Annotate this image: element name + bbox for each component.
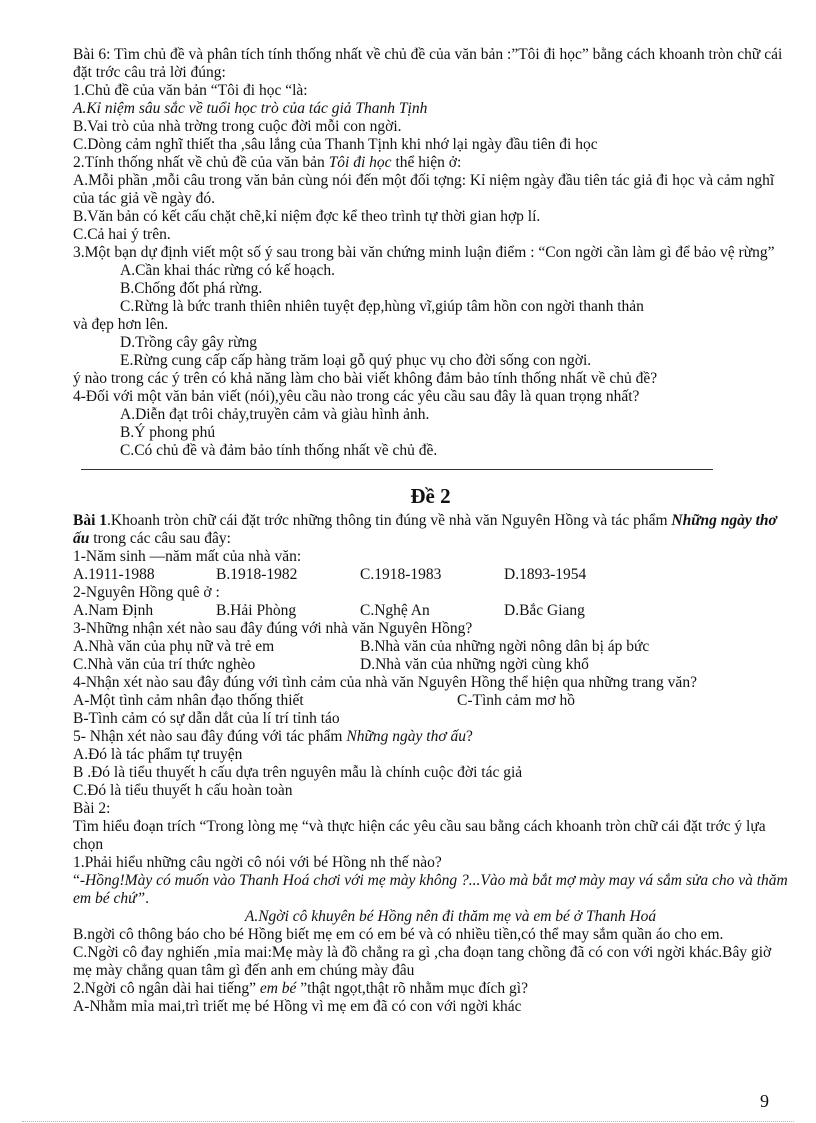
de2-q5-option-b: B .Đó là tiểu thuyết h cấu dựa trên nguyên mẫu là chính cuộc đời tác giả <box>73 764 523 781</box>
bai6-q1-option-b: B.Vai trò của nhà trờng trong cuộc đời mỗi con ngời. <box>73 118 402 135</box>
bai6-q3-option-b: B.Chống đốt phá rừng. <box>120 280 263 297</box>
de2-q3: 3-Những nhận xét nào sau đây đúng với nhà văn Nguyên Hồng? <box>73 620 473 637</box>
de2-bai2-q1-option-a: A.Ngời cô khuyên bé Hồng nên đi thăm mẹ và em bé ở Thanh Hoá <box>244 908 657 925</box>
bai6-q4-option-a: A.Diễn đạt trôi chảy,truyền cảm và giàu hình ảnh. <box>120 406 430 423</box>
option: A.Nam Định <box>73 602 154 619</box>
bai6-q3-option-c: C.Rừng là bức tranh thiên nhiên tuyệt đẹp,hùng vĩ,giúp tâm hồn con ngời thanh thản <box>120 298 644 315</box>
emphasis: em bé <box>259 980 297 997</box>
option: D.1893-1954 <box>504 566 587 583</box>
section-divider <box>81 469 713 470</box>
de2-bai2-q2-option-a: A-Nhằm mỉa mai,trì triết mẹ bé Hồng vì mẹ em đã có con với ngời khác <box>73 998 522 1015</box>
bai6-q2: 2.Tính thống nhất về chủ đề của văn bản Tôi đi học thể hiện ở: <box>73 154 462 171</box>
option: C-Tình cảm mơ hồ <box>457 692 575 709</box>
bai1-label: Bài 1 <box>73 512 108 529</box>
bai6-intro: Bài 6: Tìm chủ đề và phân tích tính thống nhất về chủ đề của văn bản :”Tôi đi học” bằng cách khoanh tròn chữ cái đặt trớc câu trả lời đúng: <box>73 46 783 81</box>
de2-q4-option-b: B-Tình cảm có sự dẫn dắt của lí trí tỉnh táo <box>73 710 340 727</box>
option: A-Một tình cảm nhân đạo thống thiết <box>73 692 304 709</box>
bai6-q4-option-c: C.Có chủ đề và đảm bảo tính thống nhất về chủ đề. <box>120 442 438 459</box>
de2-q3-options-ab <box>73 638 788 656</box>
option: C.Nhà văn của trí thức nghèo <box>73 656 256 673</box>
de2-bai1-intro: Bài 1.Khoanh tròn chữ cái đặt trớc những thông tin đúng về nhà văn Nguyên Hồng và tác phẩm Những ngày thơ ấu trong các câu sau đây: <box>73 512 777 547</box>
bai6-q3: 3.Một bạn dự định viết một số ý sau trong bài văn chứng minh luận điểm : “Con ngời cần làm gì để bảo vệ rừng” <box>73 244 775 261</box>
de2-q4-options-ac <box>73 692 788 710</box>
bai6-q3-option-d: D.Trồng cây gây rừng <box>120 334 257 351</box>
footer-divider <box>22 1121 794 1122</box>
bai6-q4: 4-Đối với một văn bản viết (nói),yêu cầu nào trong các yêu cầu sau đây là quan trọng nhất? <box>73 388 640 405</box>
option: B.1918-1982 <box>216 566 298 583</box>
work-title: Tôi đi học <box>328 154 392 171</box>
bai6-q3-question: ý nào trong các ý trên có khả năng làm cho bài viết không đảm bảo tính thống nhất về chủ đề? <box>73 370 658 387</box>
de2-q5-option-c: C.Đó là tiểu thuyết h cấu hoàn toàn <box>73 782 293 799</box>
de2-title: Đề 2 <box>410 484 451 508</box>
de2-q5: 5- Nhận xét nào sau đây đúng với tác phẩm Những ngày thơ ấu? <box>73 728 473 745</box>
de2-bai2-q2: 2.Ngời cô ngân dài hai tiếng” em bé ”thật ngọt,thật rõ nhằm mục đích gì? <box>73 980 528 997</box>
de2-bai2-q1: 1.Phải hiểu những câu ngời cô nói với bé Hồng nh thế nào? <box>73 854 442 871</box>
bai6-q3-option-a: A.Cần khai thác rừng có kế hoạch. <box>120 262 335 279</box>
quote-text: -Hồng!Mày có muốn vào Thanh Hoá chơi với mẹ mày không ?...Vào mà bắt mợ mày may vá sắm sửa cho và thăm em bé chứ” <box>73 872 788 907</box>
page-number: 9 <box>760 1091 769 1111</box>
de2-q3-options-cd <box>73 656 788 674</box>
de2-q1-options <box>73 566 788 584</box>
bai6-q3-option-e: E.Rừng cung cấp cấp hàng trăm loại gỗ quý phục vụ cho đời sống con ngời. <box>120 352 592 369</box>
de2-bai2-q1-option-c: C.Ngời cô đay nghiến ,mỉa mai:Mẹ mày là đồ chẳng ra gì ,cha đoạn tang chồng đã có con với ngời khác.Bây giờ mẹ mày chẳng quan tâm gì đến anh em chúng mày đâu <box>73 944 772 979</box>
option: A.1911-1988 <box>73 566 155 583</box>
de2-bai2-label: Bài 2: <box>73 800 111 817</box>
option: A.Nhà văn của phụ nữ và trẻ em <box>73 638 275 655</box>
de2-q2: 2-Nguyên Hồng quê ở : <box>73 584 220 601</box>
option: D.Bắc Giang <box>504 602 585 619</box>
bai6-q2-option-b: B.Văn bản có kết cấu chặt chẽ,kỉ niệm đợc kể theo trình tự thời gian hợp lí. <box>73 208 541 225</box>
bai6-q2-option-c: C.Cả hai ý trên. <box>73 226 171 243</box>
bai6-q4-option-b: B.Ý phong phú <box>120 424 216 441</box>
de2-bai2-quote: “-Hồng!Mày có muốn vào Thanh Hoá chơi với mẹ mày không ?...Vào mà bắt mợ mày may vá sắm sửa cho và thăm em bé chứ”. <box>73 872 788 907</box>
bai6-q1: 1.Chủ đề của văn bản “Tôi đi học “là: <box>73 82 308 99</box>
option: C.Nghệ An <box>360 602 430 619</box>
page-content <box>73 46 788 1016</box>
option: B.Nhà văn của những ngời nông dân bị áp bức <box>360 638 650 655</box>
work-title: Những ngày thơ ấu <box>346 728 466 745</box>
de2-q5-option-a: A.Đó là tác phẩm tự truyện <box>73 746 243 763</box>
bai6-q2-option-a: A.Mỗi phần ,mỗi câu trong văn bản cùng nói đến một đối tợng: Kỉ niệm ngày đầu tiên tác giả đi học và cảm nghĩ của tác giả về ngày đó. <box>73 172 775 207</box>
option: C.1918-1983 <box>360 566 442 583</box>
option: D.Nhà văn của những ngời cùng khổ <box>360 656 589 673</box>
de2-q1: 1-Năm sinh —năm mất của nhà văn: <box>73 548 302 565</box>
bai6-q1-option-a: A.Kỉ niệm sâu sắc về tuổi học trò của tác giả Thanh Tịnh <box>73 100 428 117</box>
work-title: Những ngày thơ ấu <box>73 512 777 547</box>
bai6-q3-option-c-cont: và đẹp hơn lên. <box>73 316 169 333</box>
de2-q4: 4-Nhận xét nào sau đây đúng với tình cảm của nhà văn Nguyên Hồng thể hiện qua những trang văn? <box>73 674 697 691</box>
de2-q2-options <box>73 602 788 620</box>
option: B.Hải Phòng <box>216 602 297 619</box>
de2-bai2-q1-option-b: B.ngời cô thông báo cho bé Hồng biết mẹ em có em bé và có nhiều tiền,có thể may sắm quần áo cho em. <box>73 926 724 943</box>
bai6-q1-option-c: C.Dòng cảm nghĩ thiết tha ,sâu lắng của Thanh Tịnh khi nhớ lại ngày đầu tiên đi học <box>73 136 598 153</box>
de2-bai2-intro: Tìm hiểu đoạn trích “Trong lòng mẹ “và thực hiện các yêu cầu sau bằng cách khoanh tròn chữ cái đặt trớc ý lựa chọn <box>73 818 766 853</box>
